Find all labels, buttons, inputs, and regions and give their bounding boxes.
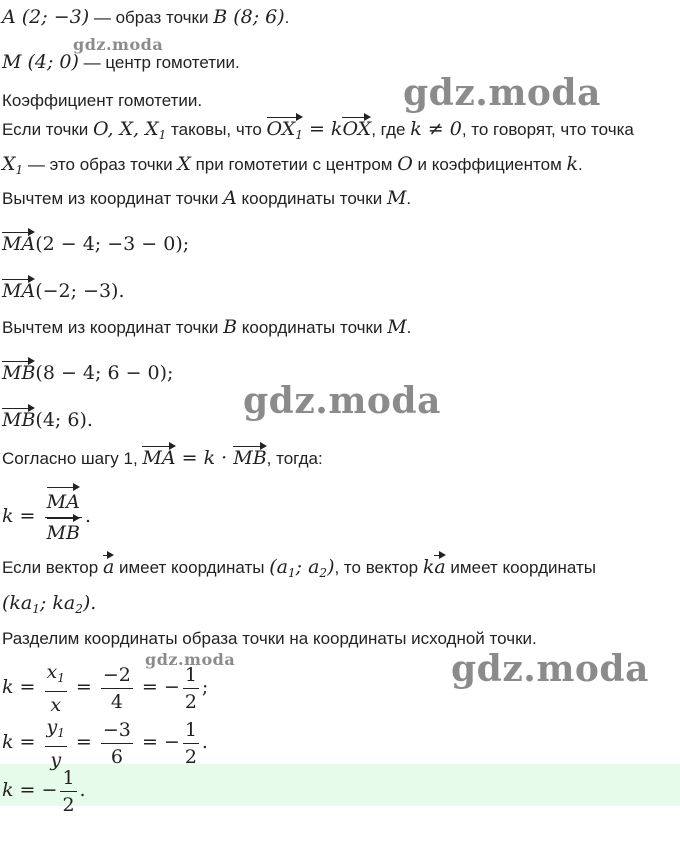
math-eq: =: [13, 504, 42, 527]
text: координаты точки: [236, 189, 387, 208]
text: — образ точки: [89, 8, 214, 27]
math-eq: = k ·: [175, 447, 234, 469]
math-x: X: [2, 153, 16, 175]
subscript: 2: [75, 602, 83, 616]
numerator: 1: [60, 766, 76, 792]
text: Согласно шагу 1,: [2, 449, 143, 468]
math-eq: =: [69, 675, 98, 698]
line-vector-rule-cont: [2, 592, 96, 620]
text: имеет координаты: [114, 558, 270, 577]
math-coords: ): [327, 556, 335, 578]
fraction-neg2-4: [101, 663, 133, 714]
punct: .: [284, 8, 290, 27]
subscript: 1: [295, 128, 303, 142]
line-definition-cont: [2, 153, 583, 181]
denominator: y: [50, 749, 62, 771]
text: Вычтем из координат точки: [2, 189, 224, 208]
vector-ox: OX: [342, 118, 372, 140]
subscript: 1: [32, 602, 40, 616]
math-b: B: [223, 316, 238, 338]
text: Если точки: [2, 120, 93, 139]
text: , где: [371, 120, 411, 139]
line-subtract-a: [2, 187, 411, 210]
subscript: 1: [288, 566, 296, 580]
math-eq: = −: [135, 730, 180, 753]
math-m: M: [386, 187, 407, 209]
math-point-m: M (4; 0): [2, 51, 79, 73]
subscript: 1: [57, 671, 65, 685]
watermark-logo: gdz.moda: [73, 35, 164, 54]
denominator: 6: [110, 746, 123, 768]
punct: .: [578, 155, 583, 174]
vector-ma: MA: [47, 488, 80, 516]
watermark-logo: gdz.moda: [243, 380, 441, 422]
text: имеет координаты: [445, 558, 596, 577]
watermark-logo: gdz.moda: [451, 648, 649, 690]
fraction-neg3-6: [101, 718, 133, 769]
math-k: k: [2, 504, 14, 527]
line-k-ratio: [2, 488, 91, 547]
math-k: k: [2, 730, 14, 753]
subscript: 1: [57, 726, 65, 740]
math-coords: ; a: [295, 556, 320, 578]
vector-a: a: [102, 556, 115, 578]
math-o: O: [397, 153, 413, 175]
denominator: 4: [110, 691, 123, 713]
fraction-answer: [60, 766, 76, 817]
punct: .: [79, 778, 86, 801]
line-mb-expr: [2, 362, 173, 385]
heading-coefficient: [2, 90, 202, 112]
vector-mb: MB: [2, 409, 36, 431]
fraction-1-2: [183, 663, 199, 714]
math-points: O, X, X: [92, 118, 159, 140]
math-eq: = k: [302, 118, 343, 140]
math-expr: (−2; −3).: [35, 280, 125, 302]
math-coords: ; ka: [39, 592, 76, 614]
math-expr: (8 − 4; 6 − 0);: [35, 362, 174, 384]
math-k: k: [566, 153, 579, 175]
math-point-a: A (2; −3): [2, 6, 90, 28]
math-eq: =: [13, 675, 42, 698]
math-coords: (ka: [2, 592, 33, 614]
denominator: 2: [184, 746, 197, 768]
math-eq: =: [69, 730, 98, 753]
subscript: 1: [158, 128, 167, 142]
fraction-x1-x: [45, 660, 67, 717]
watermark-logo: gdz.moda: [403, 72, 601, 114]
vector-label: OX: [266, 118, 296, 140]
math-eq: = −: [135, 675, 180, 698]
text: — это образ точки: [23, 155, 178, 174]
denominator: 2: [184, 691, 197, 713]
math-coords: ).: [82, 592, 97, 614]
fraction-ma-mb: [45, 488, 82, 547]
math-x: X: [177, 153, 191, 175]
line-step-reference: [2, 447, 323, 470]
text: при гомотетии с центром: [190, 155, 398, 174]
line-k-y: [2, 715, 208, 772]
fraction-y1-y: [45, 715, 67, 772]
text: , то говорят, что точка: [461, 120, 634, 139]
fraction-1-2: [183, 718, 199, 769]
vector-a: a: [434, 556, 446, 578]
vector-ox1: [267, 118, 303, 146]
line-subtract-b: [2, 316, 411, 339]
text: Если вектор: [2, 558, 103, 577]
text: Разделим координаты образа точки на координаты исходной точки.: [2, 629, 537, 648]
text: и коэффициентом: [412, 155, 567, 174]
numerator: 1: [183, 663, 199, 689]
math-point-b: B (8; 6): [213, 6, 285, 28]
numerator: −3: [101, 718, 133, 744]
line-ma-result: [2, 280, 125, 303]
line-divide: [2, 628, 537, 650]
text: координаты точки: [237, 318, 388, 337]
line-center: [2, 51, 240, 74]
vector-mb: MB: [2, 362, 36, 384]
text: Вычтем из координат точки: [2, 318, 224, 337]
text: Коэффициент гомотетии.: [2, 91, 203, 110]
vector-ma: MA: [142, 447, 176, 469]
subscript: 2: [319, 566, 328, 580]
math-a: A: [223, 187, 237, 209]
math-k: k: [422, 556, 435, 578]
subscript: 1: [15, 163, 24, 177]
line-image-of-point: [2, 6, 289, 29]
punct: .: [201, 730, 208, 753]
numerator: y: [46, 716, 58, 738]
punct: .: [84, 504, 91, 527]
numerator: −2: [101, 663, 133, 689]
math-condition: k ≠ 0: [410, 118, 462, 140]
text: , тогда:: [266, 449, 323, 468]
punct: ;: [201, 675, 209, 698]
line-vector-rule: [2, 556, 596, 584]
numerator: x: [46, 661, 58, 683]
text: таковы, что: [166, 120, 267, 139]
line-definition: [2, 118, 634, 146]
watermark-logo: gdz.moda: [145, 650, 236, 669]
line-mb-result: [2, 409, 93, 432]
punct: .: [406, 189, 412, 208]
punct: .: [406, 318, 412, 337]
math-eq: = −: [13, 778, 58, 801]
line-answer: [2, 766, 86, 817]
math-k: k: [2, 778, 14, 801]
math-coords: (a: [269, 556, 288, 578]
text: , то вектор: [334, 558, 423, 577]
text: — центр гомотетии.: [78, 53, 240, 72]
math-m: M: [387, 316, 407, 338]
math-expr: (2 − 4; −3 − 0);: [35, 233, 190, 255]
math-k: k: [2, 675, 14, 698]
denominator: x: [50, 694, 62, 716]
math-expr: (4; 6).: [35, 409, 93, 431]
math-eq: =: [13, 730, 42, 753]
vector-ma: MA: [2, 280, 36, 302]
numerator: 1: [183, 718, 199, 744]
vector-mb: MB: [47, 519, 80, 547]
line-ma-expr: [2, 233, 189, 256]
denominator: 2: [62, 794, 75, 816]
vector-mb: MB: [233, 447, 267, 469]
vector-ma: MA: [2, 233, 36, 255]
